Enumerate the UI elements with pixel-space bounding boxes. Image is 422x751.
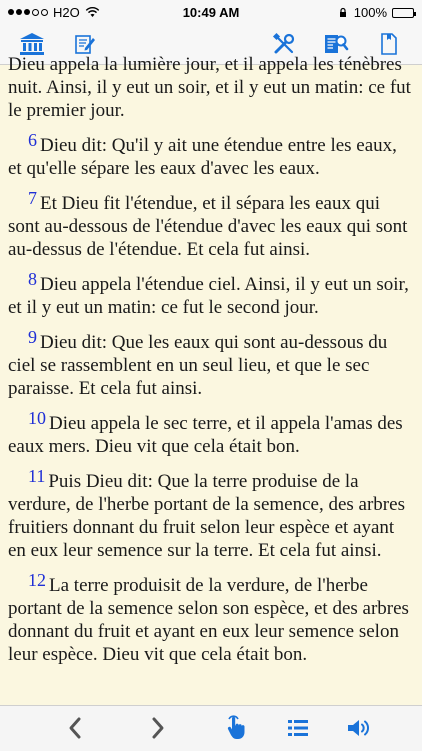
previous-chapter-button[interactable] bbox=[60, 714, 90, 742]
orientation-lock-icon bbox=[337, 7, 349, 19]
audio-button[interactable] bbox=[344, 714, 374, 742]
verse-11 bbox=[8, 466, 414, 562]
bottom-toolbar bbox=[0, 705, 422, 751]
passage-view[interactable] bbox=[0, 54, 422, 705]
verse-list-button[interactable] bbox=[283, 714, 313, 742]
verse-text: Puis Dieu dit: Que la terre produise de la verdure, de l'herbe portant de la semence, des arbres fruitiers donnant du fruit selon leur espèce et ayant en eux leur semence sur la terre. Et cela fut ainsi. bbox=[8, 471, 405, 561]
verse-continuation: Dieu appela la lumière jour, et il appela les ténèbres nuit. Ainsi, il y eut un soir, et il y eut un matin: ce fut le premier jour. bbox=[8, 54, 411, 121]
battery-percentage: 100% bbox=[353, 5, 387, 20]
chevron-right-icon bbox=[150, 717, 166, 739]
verse-number[interactable]: 6 bbox=[28, 130, 37, 150]
status-right bbox=[337, 5, 414, 20]
tap-select-button[interactable] bbox=[222, 714, 252, 742]
verse-text: Dieu appela le sec terre, et il appela l'amas des eaux mers. Dieu vit que cela était bon. bbox=[8, 413, 403, 457]
verse-text: Dieu appela l'étendue ciel. Ainsi, il y eut un soir, et il y eut un matin: ce fut le second jour. bbox=[8, 274, 409, 318]
verse-text: Dieu dit: Que les eaux qui sont au-dessous du ciel se rassemblent en un seul lieu, et que le sec paraisse. Et cela fut ainsi. bbox=[8, 332, 388, 399]
verse-8 bbox=[8, 269, 414, 319]
verse-number[interactable]: 10 bbox=[28, 408, 46, 428]
speaker-icon bbox=[346, 717, 372, 739]
verse-number[interactable]: 12 bbox=[28, 570, 46, 590]
verse-number[interactable]: 8 bbox=[28, 269, 37, 289]
notes-icon bbox=[74, 33, 96, 55]
verse-text: Et Dieu fit l'étendue, et il sépara les eaux qui sont au-dessous de l'étendue d'avec les eaux qui sont au-dessus de l'étendue. Et cela fut ainsi. bbox=[8, 193, 408, 260]
list-icon bbox=[287, 718, 309, 738]
next-chapter-button[interactable] bbox=[143, 714, 173, 742]
verse-6 bbox=[8, 130, 414, 180]
verse-number[interactable]: 9 bbox=[28, 327, 37, 347]
battery-icon bbox=[392, 8, 414, 18]
verse-7 bbox=[8, 188, 414, 261]
verse-text: Dieu dit: Qu'il y ait une étendue entre les eaux, et qu'elle sépare les eaux d'avec les eaux. bbox=[8, 135, 397, 179]
chevron-left-icon bbox=[67, 717, 83, 739]
verse-12 bbox=[8, 570, 414, 666]
carrier-name: H2O bbox=[53, 5, 80, 20]
status-bar bbox=[0, 0, 422, 24]
verse-text: La terre produisit de la verdure, de l'herbe portant de la semence selon son espèce, et des arbres donnant du fruit et ayant en eux leur semence selon leur espèce. Dieu vit que cela était bon. bbox=[8, 575, 409, 665]
verse-number[interactable]: 7 bbox=[28, 188, 37, 208]
verse-9 bbox=[8, 327, 414, 400]
tap-icon bbox=[225, 715, 249, 741]
verse-10 bbox=[8, 408, 414, 458]
status-time: 10:49 AM bbox=[182, 5, 240, 20]
passage-text bbox=[0, 53, 422, 678]
verse-number[interactable]: 11 bbox=[28, 466, 46, 486]
